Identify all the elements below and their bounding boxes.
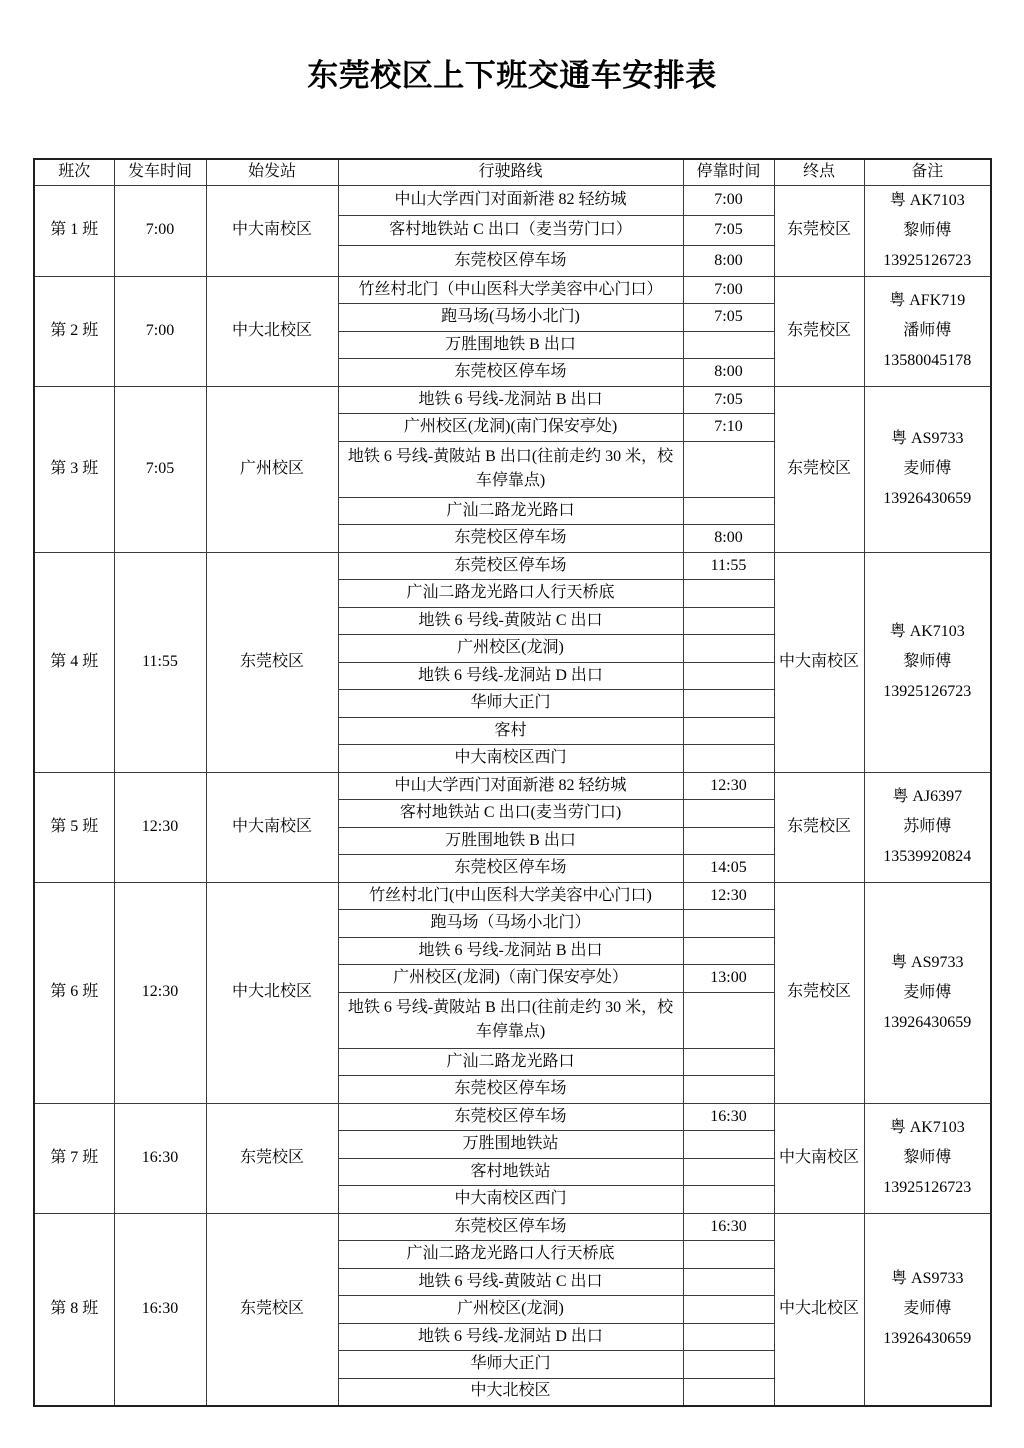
stop-time-cell: 14:05	[683, 855, 774, 883]
origin-cell: 广州校区	[206, 386, 338, 552]
route-cell: 中大南校区西门	[338, 1186, 683, 1214]
note-phone: 13539920824	[883, 848, 972, 866]
stop-time-cell	[683, 1048, 774, 1076]
note-driver: 麦师傅	[903, 983, 952, 1001]
stop-time-cell	[683, 331, 774, 359]
route-cell: 东莞校区停车场	[338, 246, 683, 276]
note-driver: 麦师傅	[903, 460, 952, 478]
note-cell	[864, 386, 991, 552]
route-cell: 地铁 6 号线-龙洞站 B 出口	[338, 386, 683, 414]
route-cell: 客村地铁站 C 出口(麦当劳门口)	[338, 800, 683, 828]
destination-cell: 中大南校区	[774, 552, 864, 772]
table-row	[34, 185, 991, 215]
destination-cell: 东莞校区	[774, 276, 864, 386]
note-plate: 粤 AJ6397	[892, 788, 963, 806]
shift-cell: 第 6 班	[34, 882, 114, 1103]
table-row	[34, 772, 991, 800]
route-cell: 万胜围地铁 B 出口	[338, 331, 683, 359]
origin-cell: 中大南校区	[206, 185, 338, 276]
route-cell: 东莞校区停车场	[338, 359, 683, 387]
destination-cell: 东莞校区	[774, 386, 864, 552]
destination-cell: 东莞校区	[774, 185, 864, 276]
route-cell: 地铁 6 号线-龙洞站 D 出口	[338, 1323, 683, 1351]
route-cell: 中大北校区	[338, 1378, 683, 1406]
note-plate: 粤 AS9733	[891, 430, 964, 448]
route-cell: 广州校区(龙洞)（南门保安亭处）	[338, 965, 683, 993]
destination-cell: 中大南校区	[774, 1103, 864, 1213]
note-cell	[864, 185, 991, 276]
origin-cell: 中大南校区	[206, 772, 338, 882]
route-cell: 地铁 6 号线-龙洞站 B 出口	[338, 937, 683, 965]
stop-time-cell	[683, 1323, 774, 1351]
stop-time-cell	[683, 635, 774, 663]
origin-cell: 东莞校区	[206, 1103, 338, 1213]
stop-time-cell	[683, 827, 774, 855]
route-cell: 万胜围地铁站	[338, 1131, 683, 1159]
departure-cell: 12:30	[114, 882, 206, 1103]
route-cell: 地铁 6 号线-黄陂站 C 出口	[338, 1268, 683, 1296]
stop-time-cell	[683, 580, 774, 608]
note-cell	[864, 1103, 991, 1213]
route-cell: 竹丝村北门（中山医科大学美容中心门口）	[338, 276, 683, 304]
route-cell: 华师大正门	[338, 1351, 683, 1379]
route-cell: 跑马场（马场小北门）	[338, 910, 683, 938]
shift-cell: 第 5 班	[34, 772, 114, 882]
note-phone: 13925126723	[883, 683, 972, 701]
stop-time-cell: 12:30	[683, 772, 774, 800]
note-driver: 黎师傅	[903, 1149, 952, 1167]
stop-time-cell: 7:00	[683, 276, 774, 304]
route-cell: 广州校区(龙洞)(南门保安亭处)	[338, 414, 683, 442]
stop-time-cell	[683, 1076, 774, 1104]
route-cell: 中大南校区西门	[338, 745, 683, 773]
route-cell: 东莞校区停车场	[338, 552, 683, 580]
table-row	[34, 1103, 991, 1131]
destination-cell: 中大北校区	[774, 1213, 864, 1406]
note-phone: 13926430659	[883, 490, 972, 508]
stop-time-cell	[683, 441, 774, 497]
stop-time-cell: 13:00	[683, 965, 774, 993]
route-cell: 竹丝村北门(中山医科大学美容中心门口)	[338, 882, 683, 910]
header-row	[34, 159, 991, 185]
note-cell	[864, 276, 991, 386]
origin-cell: 东莞校区	[206, 1213, 338, 1406]
table-row	[34, 386, 991, 414]
col-header-stop-time: 停靠时间	[683, 159, 774, 185]
col-header-departure: 发车时间	[114, 159, 206, 185]
route-cell: 地铁 6 号线-黄陂站 B 出口(往前走约 30 米，校车停靠点)	[338, 441, 683, 497]
stop-time-cell	[683, 910, 774, 938]
departure-cell: 7:05	[114, 386, 206, 552]
note-driver: 麦师傅	[903, 1300, 952, 1318]
departure-cell: 7:00	[114, 185, 206, 276]
destination-cell: 东莞校区	[774, 772, 864, 882]
stop-time-cell: 8:00	[683, 359, 774, 387]
route-cell: 广汕二路龙光路口人行天桥底	[338, 580, 683, 608]
shift-cell: 第 4 班	[34, 552, 114, 772]
route-cell: 东莞校区停车场	[338, 855, 683, 883]
stop-time-cell: 16:30	[683, 1103, 774, 1131]
stop-time-cell	[683, 1296, 774, 1324]
stop-time-cell: 7:05	[683, 386, 774, 414]
route-cell: 广汕二路龙光路口	[338, 1048, 683, 1076]
note-phone: 13926430659	[883, 1013, 972, 1031]
route-cell: 客村地铁站 C 出口（麦当劳门口）	[338, 216, 683, 246]
stop-time-cell: 12:30	[683, 882, 774, 910]
stop-time-cell: 7:05	[683, 216, 774, 246]
route-cell: 万胜围地铁 B 出口	[338, 827, 683, 855]
route-cell: 东莞校区停车场	[338, 1103, 683, 1131]
note-phone: 13925126723	[883, 251, 972, 269]
stop-time-cell: 7:05	[683, 304, 774, 332]
note-cell	[864, 1213, 991, 1406]
route-cell: 地铁 6 号线-黄陂站 B 出口(往前走约 30 米，校车停靠点)	[338, 992, 683, 1048]
route-cell: 广州校区(龙洞)	[338, 635, 683, 663]
stop-time-cell: 8:00	[683, 525, 774, 553]
departure-cell: 16:30	[114, 1103, 206, 1213]
route-cell: 客村	[338, 717, 683, 745]
note-driver: 黎师傅	[903, 221, 952, 239]
route-cell: 广汕二路龙光路口人行天桥底	[338, 1241, 683, 1269]
stop-time-cell	[683, 607, 774, 635]
note-plate: 粤 AK7103	[889, 1119, 965, 1137]
shift-cell: 第 2 班	[34, 276, 114, 386]
route-cell: 地铁 6 号线-黄陂站 C 出口	[338, 607, 683, 635]
stop-time-cell	[683, 717, 774, 745]
col-header-shift: 班次	[34, 159, 114, 185]
destination-cell: 东莞校区	[774, 882, 864, 1103]
stop-time-cell	[683, 745, 774, 773]
shift-cell: 第 7 班	[34, 1103, 114, 1213]
note-plate: 粤 AK7103	[889, 623, 965, 641]
stop-time-cell	[683, 1158, 774, 1186]
note-driver: 黎师傅	[903, 653, 952, 671]
stop-time-cell	[683, 1186, 774, 1214]
col-header-note: 备注	[864, 159, 991, 185]
stop-time-cell	[683, 1241, 774, 1269]
note-cell	[864, 772, 991, 882]
note-plate: 粤 AS9733	[891, 953, 964, 971]
stop-time-cell	[683, 662, 774, 690]
stop-time-cell	[683, 690, 774, 718]
stop-time-cell: 8:00	[683, 246, 774, 276]
route-cell: 广州校区(龙洞)	[338, 1296, 683, 1324]
note-driver: 苏师傅	[903, 818, 952, 836]
route-cell: 东莞校区停车场	[338, 1076, 683, 1104]
stop-time-cell	[683, 800, 774, 828]
col-header-origin: 始发站	[206, 159, 338, 185]
page-title: 东莞校区上下班交通车安排表	[307, 58, 717, 93]
shift-cell: 第 3 班	[34, 386, 114, 552]
schedule-table	[33, 158, 992, 1407]
note-cell	[864, 552, 991, 772]
stop-time-cell: 7:10	[683, 414, 774, 442]
note-driver: 潘师傅	[903, 322, 952, 340]
stop-time-cell	[683, 1131, 774, 1159]
note-phone: 13580045178	[883, 352, 972, 370]
table-row	[34, 276, 991, 304]
stop-time-cell	[683, 992, 774, 1048]
stop-time-cell	[683, 937, 774, 965]
departure-cell: 12:30	[114, 772, 206, 882]
route-cell: 中山大学西门对面新港 82 轻纺城	[338, 185, 683, 215]
table-row	[34, 1213, 991, 1241]
col-header-route: 行驶路线	[338, 159, 683, 185]
table-row	[34, 552, 991, 580]
note-cell	[864, 882, 991, 1103]
origin-cell: 东莞校区	[206, 552, 338, 772]
departure-cell: 11:55	[114, 552, 206, 772]
route-cell: 广汕二路龙光路口	[338, 497, 683, 525]
note-plate: 粤 AS9733	[891, 1270, 964, 1288]
table-row	[34, 882, 991, 910]
stop-time-cell	[683, 1351, 774, 1379]
route-cell: 客村地铁站	[338, 1158, 683, 1186]
origin-cell: 中大北校区	[206, 276, 338, 386]
departure-cell: 16:30	[114, 1213, 206, 1406]
shift-cell: 第 8 班	[34, 1213, 114, 1406]
route-cell: 地铁 6 号线-龙洞站 D 出口	[338, 662, 683, 690]
col-header-destination: 终点	[774, 159, 864, 185]
route-cell: 跑马场(马场小北门)	[338, 304, 683, 332]
route-cell: 华师大正门	[338, 690, 683, 718]
stop-time-cell: 7:00	[683, 185, 774, 215]
origin-cell: 中大北校区	[206, 882, 338, 1103]
route-cell: 东莞校区停车场	[338, 1213, 683, 1241]
stop-time-cell	[683, 1378, 774, 1406]
departure-cell: 7:00	[114, 276, 206, 386]
note-phone: 13926430659	[883, 1330, 972, 1348]
stop-time-cell	[683, 497, 774, 525]
route-cell: 中山大学西门对面新港 82 轻纺城	[338, 772, 683, 800]
route-cell: 东莞校区停车场	[338, 525, 683, 553]
stop-time-cell: 16:30	[683, 1213, 774, 1241]
stop-time-cell: 11:55	[683, 552, 774, 580]
note-phone: 13925126723	[883, 1179, 972, 1197]
stop-time-cell	[683, 1268, 774, 1296]
shift-cell: 第 1 班	[34, 185, 114, 276]
note-plate: 粤 AFK719	[889, 292, 966, 310]
note-plate: 粤 AK7103	[889, 191, 965, 209]
